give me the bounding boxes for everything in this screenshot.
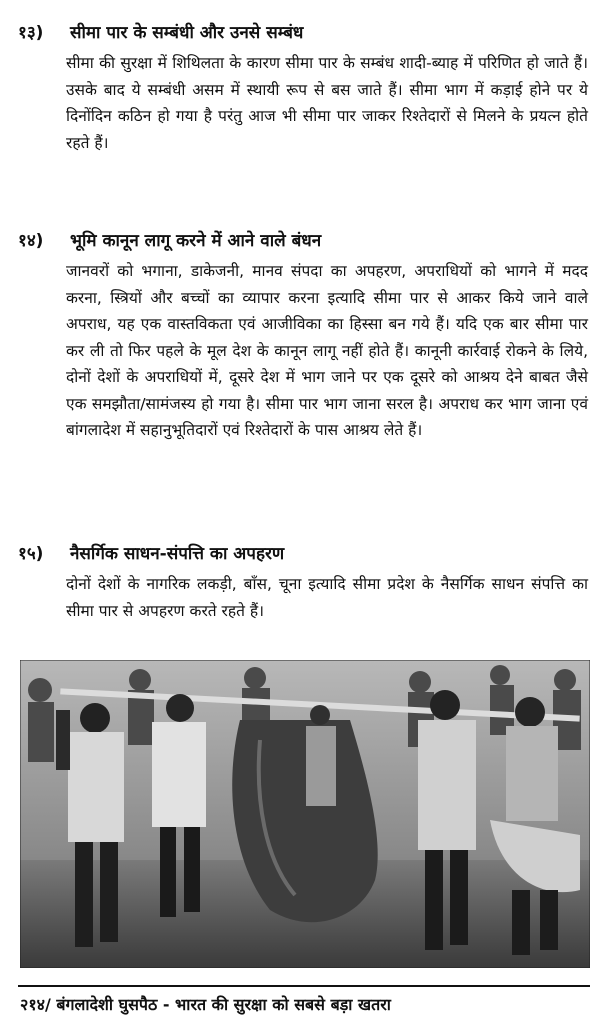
section-number: १५) <box>18 544 44 564</box>
section-13 <box>18 20 588 156</box>
section-number: १४) <box>18 231 44 251</box>
section-paragraph: जानवरों को भगाना, डाकेजनी, मानव संपदा का अपहरण, अपराधियों को भागने में मदद करना, स्त्रियों और बच्चों का व्यापार करना इत्यादि सीमा पार से आकर किये जाने वाले अपराध, यह एक वास्तविकता एवं आजीविका का हिस्सा बन गये हैं। यदि एक बार सीमा पार कर ली तो फिर पहले के मूल देश के कानून लागू नहीं होते हैं। कानूनी कार्रवाई रोकने के लिये, दोनों देशों के अपराधियों में, दूसरे देश में भाग जाने पर एक दूसरे को आश्रय देने बाबत जैसे एक समझौता/सामंजस्य हो गया है। सीमा पार भाग जाना सरल है। अपराध कर भाग जाना एवं बांगलादेश में सहानुभूतिदारों एवं रिश्तेदारों के पास आश्रय लेते हैं। <box>66 262 588 439</box>
page-number: २१४/ <box>20 995 51 1014</box>
photograph <box>20 660 590 968</box>
section-title: नैसर्गिक साधन-संपत्ति का अपहरण <box>70 544 285 564</box>
section-15 <box>18 541 588 624</box>
section-heading <box>18 228 588 254</box>
running-title: बंगलादेशी घुसपैठ - भारत की सुरक्षा को सबसे बड़ा खतरा <box>56 995 391 1014</box>
section-14 <box>18 228 588 444</box>
section-title: भूमि कानून लागू करने में आने वाले बंधन <box>70 231 322 251</box>
section-paragraph: सीमा की सुरक्षा में शिथिलता के कारण सीमा पार के सम्बंध शादी-ब्याह में परिणित हो जाते हैं। उसके बाद ये सम्बंधी असम में स्थायी रूप से बस जाते हैं। सीमा भाग में कड़ाई होने पर ये दिनोंदिन कठिन हो गया है परंतु आज भी सीमा पार जाकर रिश्तेदारों से मिलने के प्रयत्न होते रहते हैं। <box>66 54 588 152</box>
section-heading <box>18 541 588 567</box>
section-title: सीमा पार के सम्बंधी और उनसे सम्बंध <box>70 23 304 43</box>
section-heading <box>18 20 588 46</box>
footer-divider <box>18 985 590 987</box>
page-footer <box>20 992 590 1018</box>
photograph-men-carrying-load-icon <box>20 660 590 968</box>
section-number: १३) <box>18 23 44 43</box>
section-paragraph: दोनों देशों के नागरिक लकड़ी, बाँस, चूना इत्यादि सीमा प्रदेश के नैसर्गिक साधन संपत्ति का सीमा पार से अपहरण करते रहते हैं। <box>66 575 588 620</box>
